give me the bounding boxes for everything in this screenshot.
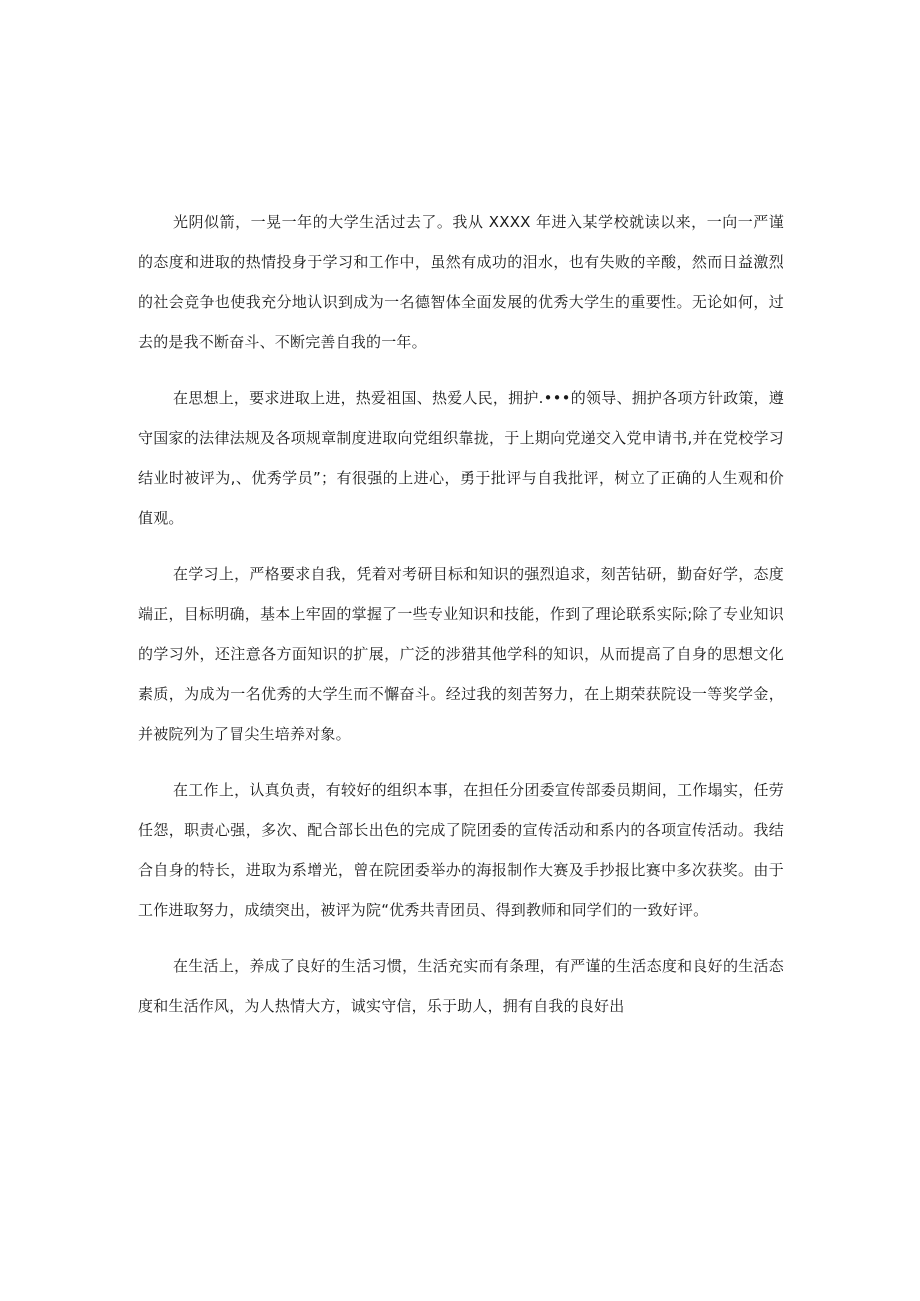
paragraph-life: 在生活上，养成了良好的生活习惯，生活充实而有条理，有严谨的生活态度和良好的生活态度和生活作风，为人热情大方，诚实守信，乐于助人，拥有自我的良好出 <box>138 957 784 1015</box>
paragraph-intro: 光阴似箭，一晃一年的大学生活过去了。我从 XXXX 年进入某学校就读以来，一向一严谨的态度和进取的热情投身于学习和工作中，虽然有成功的泪水，也有失败的辛酸，然而日益激烈的社会竞争也使我充分地认识到成为一名德智体全面发展的优秀大学生的重要性。无论如何，过去的是我不断奋斗、不断完善自我的一年。 <box>138 213 784 351</box>
paragraph-study: 在学习上，严格要求自我，凭着对考研目标和知识的强烈追求，刻苦钻研，勤奋好学，态度端正，目标明确，基本上牢固的掌握了一些专业知识和技能，作到了理论联系实际;除了专业知识的学习外，还注意各方面知识的扩展，广泛的涉猎其他学科的知识，从而提高了自身的思想文化素质，为成为一名优秀的大学生而不懈奋斗。经过我的刻苦努力，在上期荣获院设一等奖学金，并被院列为了冒尖生培养对象。 <box>138 565 784 743</box>
paragraph-ideology: 在思想上，要求进取上进，热爱祖国、热爱人民，拥护.•••的领导、拥护各项方针政策，遵守国家的法律法规及各项规章制度进取向党组织靠拢，于上期向党递交入党申请书,并在党校学习结业时被评为,、优秀学员”；有很强的上进心，勇于批评与自我批评，树立了正确的人生观和价值观。 <box>138 389 784 527</box>
paragraph-work: 在工作上，认真负责，有较好的组织本事，在担任分团委宣传部委员期间，工作塌实，任劳任怨，职责心强，多次、配合部长出色的完成了院团委的宣传活动和系内的各项宣传活动。我结合自身的特长，进取为系增光，曾在院团委举办的海报制作大赛及手抄报比赛中多次获奖。由于工作进取努力，成绩突出，被评为院“优秀共青团员、得到教师和同学们的一致好评。 <box>138 781 784 919</box>
document-body <box>138 202 784 1042</box>
